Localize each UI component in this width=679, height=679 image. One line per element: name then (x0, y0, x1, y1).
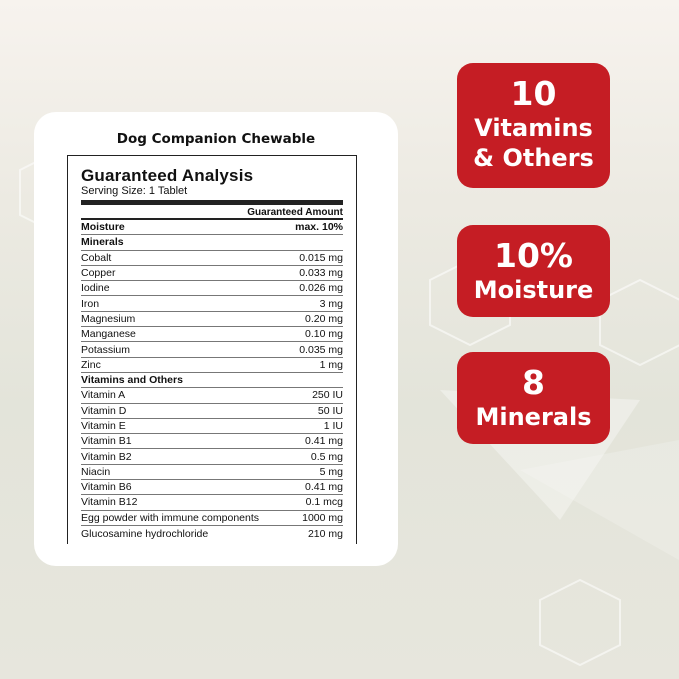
moisture-value: 10% (494, 236, 573, 275)
nutrient-label: Cobalt (81, 251, 112, 264)
nutrient-amount: 1 IU (323, 420, 343, 432)
nutrient-label: Vitamins and Others (81, 374, 183, 387)
nutrient-amount: 0.035 mg (299, 343, 343, 356)
nutrient-amount: 0.026 mg (299, 282, 343, 295)
table-row (81, 266, 343, 281)
nutrient-label: Niacin (81, 465, 111, 478)
nutrient-label: Magnesium (81, 312, 136, 325)
minerals-count: 8 (522, 363, 545, 402)
serving-size: Serving Size: 1 Tablet (81, 185, 188, 197)
amount-column-header: Guaranteed Amount (81, 205, 343, 220)
table-row (81, 495, 343, 510)
nutrient-label: Vitamin D (81, 404, 127, 417)
nutrient-amount: 5 mg (319, 465, 343, 478)
minerals-label: Minerals (475, 403, 592, 431)
nutrient-amount: max. 10% (295, 221, 343, 234)
nutrient-amount: 0.20 mg (305, 312, 343, 325)
table-row (81, 511, 343, 526)
nutrient-label: Vitamin B6 (81, 481, 132, 494)
nutrient-label: Manganese (81, 328, 136, 341)
nutrient-label: Iron (81, 297, 100, 310)
nutrient-amount: 250 IU (312, 389, 343, 402)
table-row (81, 465, 343, 480)
table-row (81, 404, 343, 419)
nutrient-amount: 0.5 mg (310, 450, 343, 463)
nutrient-label: Iodine (81, 282, 110, 295)
table-row (81, 358, 343, 373)
nutrient-label: Glucosamine hydrochloride (81, 527, 209, 540)
table-row (81, 434, 343, 449)
nutrient-label: Moisture (81, 221, 125, 234)
nutrient-label: Potassium (81, 343, 131, 356)
table-row (81, 296, 343, 311)
nutrient-amount: 0.015 mg (299, 251, 343, 264)
table-row (81, 526, 343, 541)
table-row (81, 235, 343, 250)
nutrient-label: Vitamin B12 (81, 496, 138, 509)
vitamins-line-2: & Others (473, 144, 594, 172)
moisture-badge (457, 225, 610, 317)
nutrient-label: Vitamin A (81, 389, 126, 402)
vitamins-badge (457, 63, 610, 188)
nutrient-amount: 0.033 mg (299, 267, 343, 280)
nutrient-amount: 3 mg (319, 297, 343, 310)
vitamins-line-1: Vitamins (474, 114, 593, 142)
nutrient-amount: 210 mg (307, 527, 343, 540)
table-row (81, 388, 343, 403)
guaranteed-analysis-panel (67, 155, 357, 544)
nutrient-label: Copper (81, 267, 116, 280)
nutrient-amount: 1 mg (319, 358, 343, 371)
table-row (81, 419, 343, 434)
nutrient-amount: 0.41 mg (305, 435, 343, 448)
analysis-rows (81, 220, 343, 541)
nutrient-label: Vitamin E (81, 420, 126, 432)
minerals-badge (457, 352, 610, 444)
analysis-heading: Guaranteed Analysis (81, 166, 254, 185)
table-row (81, 327, 343, 342)
table-row (81, 373, 343, 388)
table-row (81, 281, 343, 296)
vitamins-count: 10 (510, 74, 557, 113)
table-row (81, 312, 343, 327)
table-row (81, 449, 343, 464)
nutrient-label: Egg powder with immune components (81, 511, 260, 524)
nutrient-amount: 1000 mg (302, 511, 343, 524)
table-row (81, 480, 343, 495)
table-row (81, 220, 343, 235)
nutrient-label: Vitamin B1 (81, 435, 132, 448)
nutrient-amount: 0.10 mg (305, 328, 343, 341)
nutrient-amount: 50 IU (317, 404, 343, 417)
nutrient-amount: 0.1 mcg (305, 496, 343, 509)
table-row (81, 251, 343, 266)
moisture-label: Moisture (473, 276, 594, 304)
nutrient-label: Minerals (81, 236, 124, 249)
nutrient-label: Vitamin B2 (81, 450, 132, 463)
nutrient-label: Zinc (81, 358, 101, 371)
product-title: Dog Companion Chewable (116, 131, 316, 147)
nutrient-amount: 0.41 mg (305, 481, 343, 494)
table-row (81, 342, 343, 357)
